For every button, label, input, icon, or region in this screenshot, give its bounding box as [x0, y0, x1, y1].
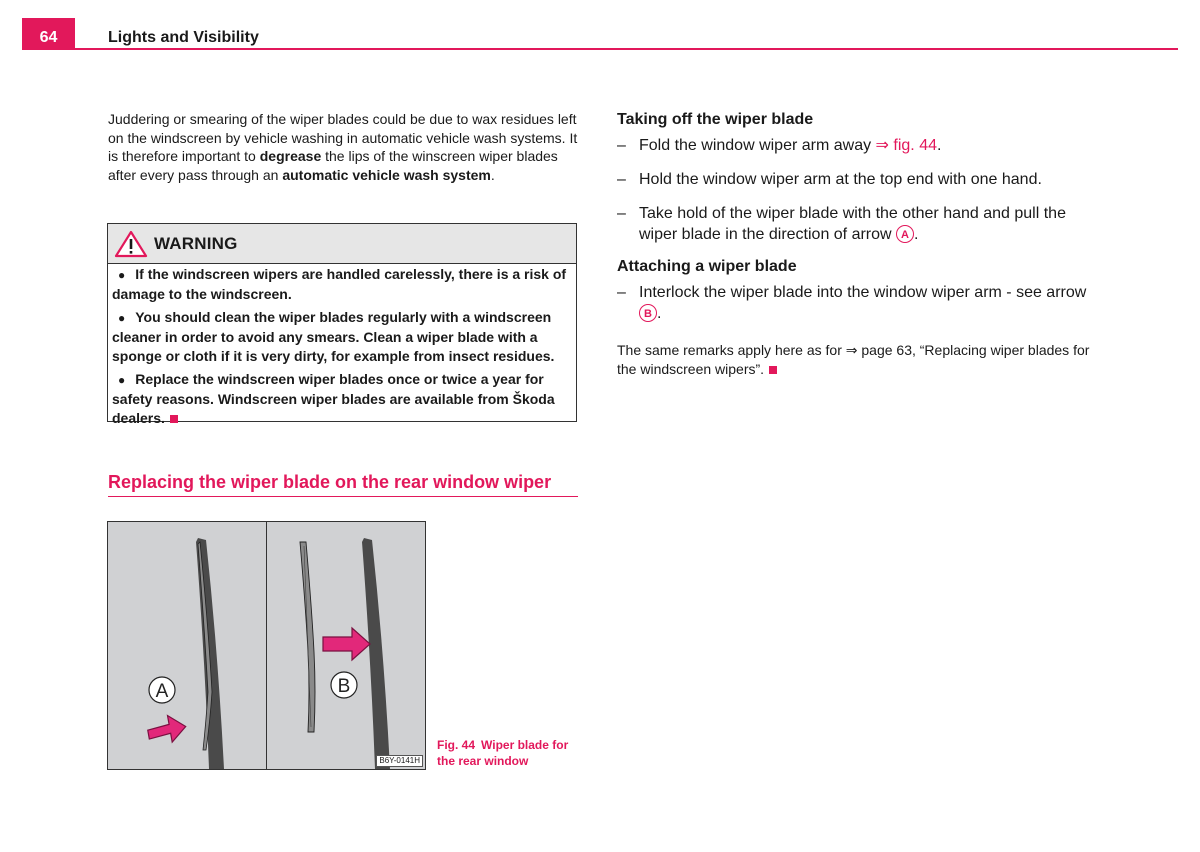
section-title: Replacing the wiper blade on the rear window wiper — [108, 472, 578, 497]
cross-reference-note — [617, 341, 1097, 379]
dash: – — [617, 171, 626, 188]
warning-item-text: Replace the windscreen wiper blades once or twice a year for safety reasons. Windscreen wiper blades are available from Škoda dealers. — [112, 371, 555, 426]
dash: – — [617, 284, 626, 301]
intro-text-2: the lips of the winscreen wiper blades after every pass through an — [108, 148, 558, 183]
bullet-icon: ● — [118, 311, 126, 325]
arrow-b-icon — [323, 628, 370, 660]
warning-item — [112, 265, 570, 304]
step — [617, 203, 1097, 245]
wiper-illustration — [108, 522, 425, 769]
figure-44 — [107, 521, 426, 770]
dash: – — [617, 205, 626, 222]
figure-code: B6Y-0141H — [376, 755, 423, 767]
step-text: Fold the window wiper arm away — [639, 137, 876, 154]
label-b: B — [337, 676, 351, 697]
bullet-icon: ● — [118, 373, 126, 387]
end-of-section-mark — [769, 366, 777, 374]
step-end: . — [657, 305, 662, 322]
step — [617, 282, 1097, 324]
right-column — [617, 111, 1097, 379]
attaching-heading: Attaching a wiper blade — [617, 258, 797, 275]
intro-text-3: . — [490, 166, 495, 183]
header-rule — [22, 48, 1178, 50]
page-number: 64 — [22, 18, 75, 50]
bullet-icon: ● — [118, 268, 126, 282]
step-end: . — [936, 137, 942, 154]
warning-item-text: If the windscreen wipers are handled carelessly, there is a risk of damage to the windscreen. — [112, 266, 567, 302]
warning-header — [108, 224, 576, 264]
label-a: A — [155, 681, 169, 702]
end-of-section-mark — [170, 415, 178, 423]
circle-label-b: B — [639, 304, 657, 322]
warning-item — [112, 370, 570, 428]
intro-bold-degrease: degrease — [259, 148, 322, 164]
step — [617, 169, 1097, 190]
warning-item — [112, 308, 570, 366]
note-text: The same remarks apply here as for ⇒ page 63, “Replacing wiper blades for the windscreen wipers”. — [617, 342, 1090, 377]
figure-caption-label: Fig. 44 — [437, 738, 476, 752]
warning-box — [107, 223, 577, 426]
warning-title: WARNING — [154, 233, 238, 253]
figure-caption — [437, 738, 587, 769]
intro-paragraph — [108, 110, 583, 184]
figure-caption-text: Wiper blade for the rear window — [437, 738, 569, 768]
wiper-arm-b — [362, 538, 390, 769]
arrow-a-icon — [146, 713, 188, 746]
intro-text-1: Juddering or smearing of the wiper blades could be due to wax residues left on the windscreen by vehicle washing in automatic vehicle wash systems. It is therefore important to — [108, 111, 578, 164]
intro-bold-wash-system: automatic vehicle wash system — [282, 166, 491, 183]
step-text: Hold the window wiper arm at the top end with one hand. — [639, 171, 1042, 188]
circle-label-a: A — [896, 225, 914, 243]
warning-triangle-icon — [114, 230, 148, 258]
warning-body — [108, 264, 576, 428]
step — [617, 135, 1097, 156]
step-text: Take hold of the wiper blade with the other hand and pull the wiper blade in the direction of arrow — [639, 205, 1066, 243]
step-end: . — [914, 226, 919, 243]
page-header-title: Lights and Visibility — [108, 29, 259, 46]
dash: – — [617, 137, 626, 154]
taking-off-heading: Taking off the wiper blade — [617, 111, 814, 128]
warning-item-text: You should clean the wiper blades regularly with a windscreen cleaner in order to avoid any smears. Clean a wiper blade with a sponge or cloth if it is very dirty, for example from insect residues. — [112, 309, 555, 364]
figure-link[interactable]: ⇒ fig. 44 — [875, 137, 937, 154]
step-text: Interlock the wiper blade into the window wiper arm - see arrow — [639, 284, 1087, 301]
